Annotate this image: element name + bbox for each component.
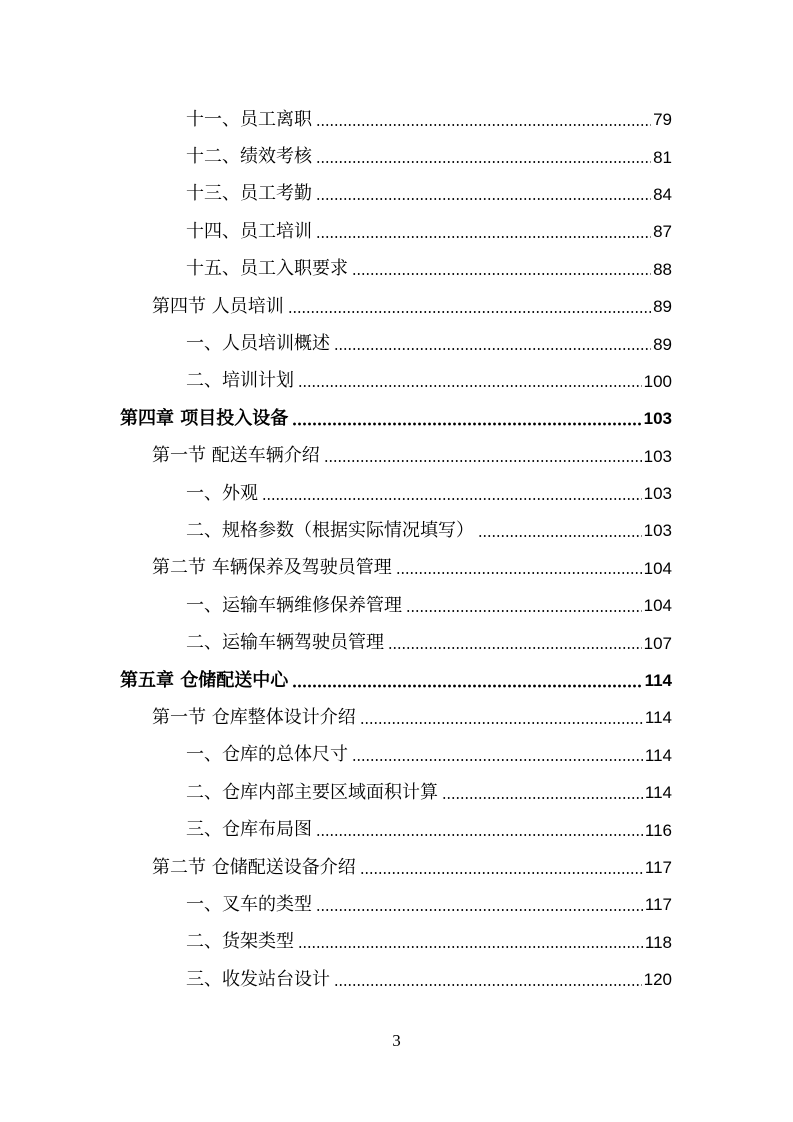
toc-entry-page: 116 — [644, 820, 672, 840]
toc-entry-title: 二、培训计划 — [186, 370, 294, 392]
toc-entry-page: 114 — [644, 783, 672, 803]
toc-entry[interactable] — [0, 587, 793, 624]
toc-entry-page: 100 — [643, 371, 672, 391]
toc-section-entry[interactable] — [0, 849, 793, 886]
toc-entry-title: 一、仓库的总体尺寸 — [186, 744, 348, 766]
toc-entry[interactable] — [0, 176, 793, 213]
toc-entry-title: 十四、员工培训 — [186, 220, 312, 242]
toc-entry-title: 十五、员工入职要求 — [186, 258, 348, 280]
toc-dot-leader — [360, 720, 643, 726]
toc-dot-leader — [292, 683, 642, 689]
toc-entry-page: 84 — [653, 184, 672, 204]
toc-entry-page: 114 — [644, 671, 672, 691]
toc-dot-leader — [352, 757, 643, 763]
toc-dot-leader — [388, 645, 642, 651]
toc-entry-title: 二、仓库内部主要区域面积计算 — [186, 781, 438, 803]
toc-section-entry[interactable] — [0, 288, 793, 325]
toc-entry-title: 第一节 配送车辆介绍 — [152, 445, 320, 467]
toc-dot-leader — [442, 795, 643, 801]
toc-entry-page: 114 — [644, 708, 672, 728]
toc-entry-page: 103 — [643, 446, 672, 466]
toc-entry-title: 一、人员培训概述 — [186, 333, 330, 355]
toc-entry-page: 103 — [643, 484, 672, 504]
toc-entry-page: 114 — [644, 745, 672, 765]
toc-entry[interactable] — [0, 325, 793, 362]
toc-dot-leader — [316, 122, 651, 128]
toc-entry[interactable] — [0, 886, 793, 923]
page-number: 3 — [392, 1031, 401, 1050]
toc-entry-title: 二、货架类型 — [186, 931, 294, 953]
toc-dot-leader — [316, 159, 651, 165]
toc-section-entry[interactable] — [0, 699, 793, 736]
toc-chapter-entry[interactable] — [0, 400, 793, 437]
toc-dot-leader — [316, 832, 643, 838]
toc-entry-title: 第一节 仓库整体设计介绍 — [152, 706, 356, 728]
toc-entry-title: 第四节 人员培训 — [152, 295, 284, 317]
toc-entry-page: 89 — [653, 297, 672, 317]
toc-entry-page: 103 — [643, 409, 672, 429]
toc-entry-title: 第五章 仓储配送中心 — [120, 669, 289, 691]
toc-dot-leader — [288, 309, 651, 315]
toc-dot-leader — [406, 608, 642, 614]
toc-entry-page: 104 — [643, 596, 672, 616]
toc-entry[interactable] — [0, 138, 793, 175]
toc-dot-leader — [298, 944, 643, 950]
toc-dot-leader — [324, 458, 642, 464]
toc-entry[interactable] — [0, 101, 793, 138]
toc-entry[interactable] — [0, 213, 793, 250]
toc-dot-leader — [478, 533, 642, 539]
toc-entry-page: 79 — [653, 110, 672, 130]
toc-entry[interactable] — [0, 251, 793, 288]
toc-entry-title: 一、外观 — [186, 482, 258, 504]
toc-entry-title: 一、叉车的类型 — [186, 893, 312, 915]
toc-entry-page: 81 — [653, 147, 672, 167]
toc-entry[interactable] — [0, 811, 793, 848]
toc-entry-page: 104 — [643, 558, 672, 578]
toc-entry-page: 89 — [653, 334, 672, 354]
toc-section-entry[interactable] — [0, 550, 793, 587]
toc-entry-page: 120 — [643, 970, 672, 990]
toc-entry-page: 103 — [643, 521, 672, 541]
toc-entry-title: 十二、绩效考核 — [186, 146, 312, 168]
toc-dot-leader — [360, 870, 643, 876]
toc-entry-page: 118 — [644, 932, 672, 952]
toc-dot-leader — [334, 982, 642, 988]
toc-dot-leader — [262, 496, 642, 502]
toc-dot-leader — [316, 196, 651, 202]
toc-dot-leader — [316, 234, 651, 240]
toc-entry[interactable] — [0, 363, 793, 400]
toc-entry-page: 107 — [643, 633, 672, 653]
toc-dot-leader — [316, 907, 643, 913]
toc-entry-title: 十一、员工离职 — [186, 108, 312, 130]
toc-dot-leader — [352, 271, 651, 277]
table-of-contents — [0, 101, 793, 998]
toc-entry-title: 一、运输车辆维修保养管理 — [186, 594, 402, 616]
toc-entry-page: 117 — [644, 858, 672, 877]
toc-dot-leader — [292, 421, 641, 427]
toc-entry[interactable] — [0, 774, 793, 811]
toc-entry-title: 三、收发站台设计 — [186, 968, 330, 990]
toc-entry-page: 117 — [644, 895, 672, 915]
toc-entry-title: 第二节 车辆保养及驾驶员管理 — [152, 557, 392, 579]
toc-entry-title: 十三、员工考勤 — [186, 183, 312, 205]
toc-entry-title: 三、仓库布局图 — [186, 819, 312, 841]
toc-entry[interactable] — [0, 512, 793, 549]
toc-chapter-entry[interactable] — [0, 662, 793, 699]
toc-entry-page: 87 — [653, 222, 672, 242]
toc-section-entry[interactable] — [0, 438, 793, 475]
toc-entry-page: 88 — [653, 259, 672, 279]
toc-entry-title: 第二节 仓储配送设备介绍 — [152, 856, 356, 878]
toc-entry-title: 二、运输车辆驾驶员管理 — [186, 632, 384, 654]
toc-dot-leader — [334, 346, 651, 352]
toc-dot-leader — [298, 383, 642, 389]
toc-entry[interactable] — [0, 624, 793, 661]
toc-entry-title: 第四章 项目投入设备 — [120, 407, 289, 429]
toc-dot-leader — [396, 570, 642, 576]
toc-entry[interactable] — [0, 961, 793, 998]
toc-entry[interactable] — [0, 737, 793, 774]
toc-entry[interactable] — [0, 924, 793, 961]
toc-entry[interactable] — [0, 475, 793, 512]
toc-entry-title: 二、规格参数（根据实际情况填写） — [186, 519, 474, 541]
